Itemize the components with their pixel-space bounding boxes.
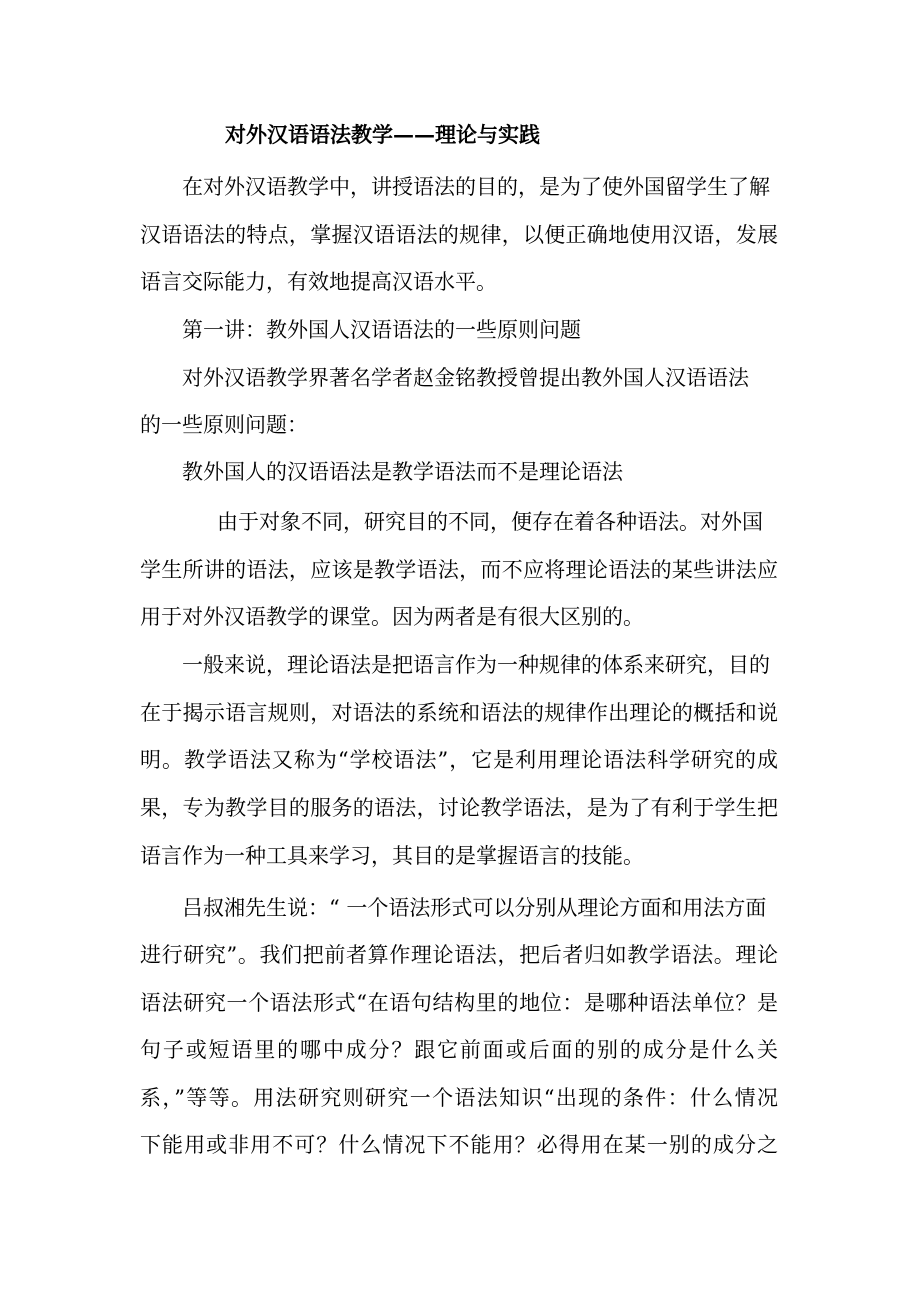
section-heading: 第一讲：教外国人汉语语法的一些原则问题: [182, 318, 581, 342]
paragraph-line: 在对外汉语教学中，讲授语法的目的，是为了使外国留学生了解: [182, 175, 770, 199]
paragraph-line: 在于揭示语言规则，对语法的系统和语法的规律作出理论的概括和说: [140, 701, 778, 725]
paragraph-line: 语言作为一种工具来学习，其目的是掌握语言的技能。: [140, 844, 644, 868]
paragraph-line: 明。教学语法又称为“学校语法”，它是利用理论语法科学研究的成: [140, 748, 778, 772]
paragraph-line: 一般来说，理论语法是把语言作为一种规律的体系来研究，目的: [182, 653, 770, 677]
paragraph-line: 由于对象不同，研究目的不同，便存在着各种语法。对外国: [217, 510, 763, 534]
paragraph-line: 语言交际能力，有效地提高汉语水平。: [140, 270, 497, 294]
document-title: 对外汉语语法教学——理论与实践: [225, 122, 540, 147]
paragraph-line: 系，”等等。用法研究则研究一个语法知识“出现的条件：什么情况: [140, 1086, 778, 1110]
paragraph-line: 进行研究”。我们把前者算作理论语法，把后者归如教学语法。理论: [140, 943, 778, 967]
sub-heading: 教外国人的汉语语法是教学语法而不是理论语法: [182, 460, 623, 484]
paragraph-line: 下能用或非用不可？什么情况下不能用？必得用在某一别的成分之: [140, 1133, 778, 1157]
paragraph-line: 的一些原则问题：: [140, 413, 308, 437]
paragraph-line: 学生所讲的语法，应该是教学语法，而不应将理论语法的某些讲法应: [140, 558, 778, 582]
paragraph-line: 汉语语法的特点，掌握汉语语法的规律，以便正确地使用汉语，发展: [140, 223, 778, 247]
paragraph-line: 对外汉语教学界著名学者赵金铭教授曾提出教外国人汉语语法: [182, 366, 749, 390]
paragraph-line: 吕叔湘先生说：“ 一个语法形式可以分别从理论方面和用法方面: [182, 896, 767, 920]
paragraph-line: 用于对外汉语教学的课堂。因为两者是有很大区别的。: [140, 605, 644, 629]
paragraph-line: 句子或短语里的哪中成分？跟它前面或后面的别的成分是什么关: [140, 1038, 778, 1062]
paragraph-line: 语法研究一个语法形式“在语句结构里的地位：是哪种语法单位？是: [140, 991, 778, 1015]
paragraph-line: 果，专为教学目的服务的语法，讨论教学语法，是为了有利于学生把: [140, 796, 778, 820]
